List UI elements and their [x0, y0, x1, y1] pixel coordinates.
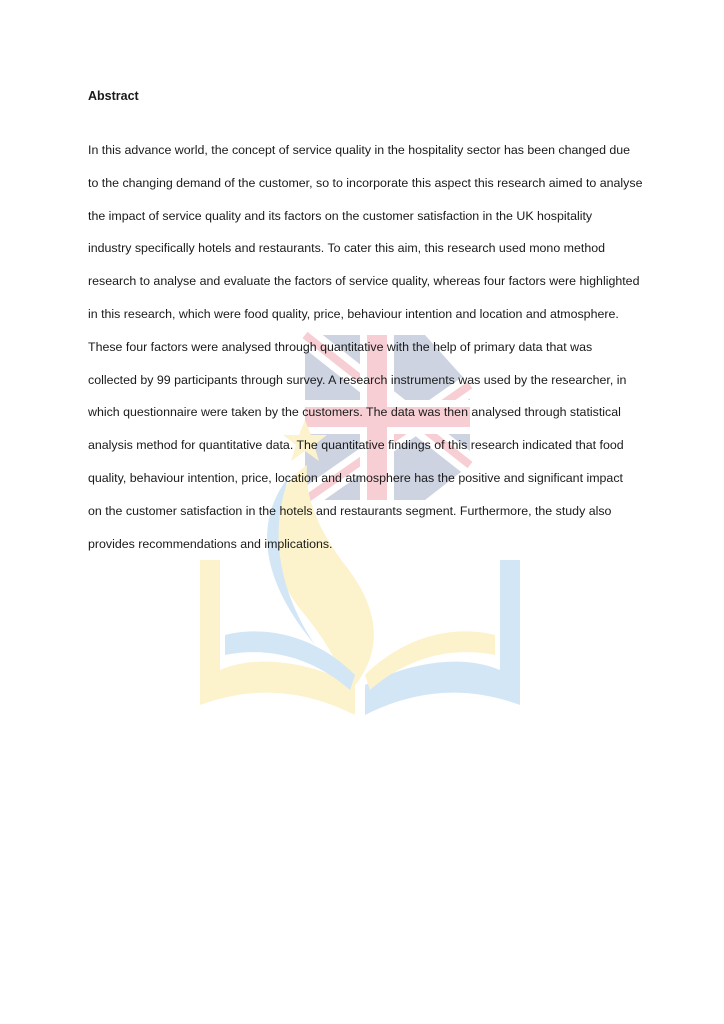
abstract-line: provides recommendations and implications.: [88, 536, 333, 551]
abstract-line: to the changing demand of the customer, so to incorporate this aspect this research aimed to analyse: [88, 175, 643, 190]
abstract-paragraph: [88, 134, 648, 560]
abstract-line: research to analyse and evaluate the factors of service quality, whereas four factors were highlighted: [88, 274, 640, 289]
abstract-line: In this advance world, the concept of service quality in the hospitality sector has been changed due: [88, 143, 631, 157]
abstract-line: which questionnaire were taken by the customers. The data was then analysed through statistical: [88, 405, 621, 420]
book-inner-right: [365, 631, 495, 690]
book-inner-left: [225, 631, 355, 690]
abstract-line: collected by 99 participants through survey. A research instruments was used by the researcher, in: [88, 372, 627, 387]
abstract-line: the impact of service quality and its factors on the customer satisfaction in the UK hospitality: [88, 208, 593, 223]
abstract-section: [88, 86, 648, 560]
abstract-line: analysis method for quantitative data. The quantitative findings of this research indicated that food: [88, 438, 624, 453]
abstract-line: on the customer satisfaction in the hotels and restaurants segment. Furthermore, the study also: [88, 503, 612, 518]
abstract-line: industry specifically hotels and restaurants. To cater this aim, this research used mono method: [88, 241, 605, 256]
abstract-heading: Abstract: [88, 89, 139, 103]
abstract-line: in this research, which were food quality, price, behaviour intention and location and atmosphere.: [88, 306, 619, 321]
abstract-line: These four factors were analysed through quantitative with the help of primary data that was: [88, 339, 593, 354]
book-left-page: [200, 560, 355, 715]
abstract-line: quality, behaviour intention, price, location and atmosphere has the positive and significant impact: [88, 470, 623, 485]
book-right-page: [365, 560, 520, 715]
